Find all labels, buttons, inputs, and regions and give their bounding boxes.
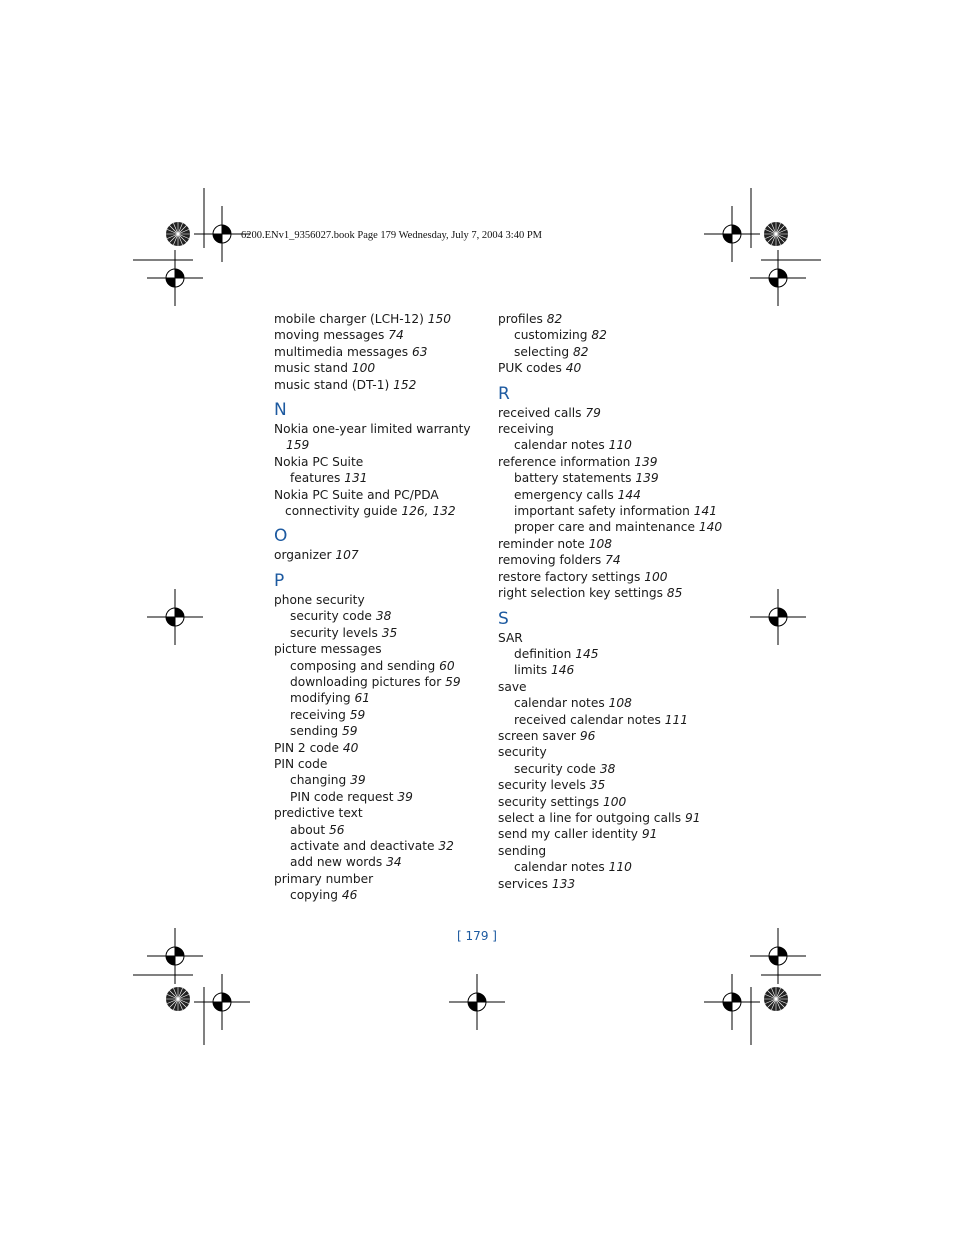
- index-page-ref: 39: [397, 789, 413, 804]
- index-page-ref: 108: [588, 536, 612, 551]
- index-entry: [498, 728, 728, 744]
- index-entry: [274, 789, 489, 805]
- index-entry: [274, 360, 489, 376]
- index-entry: [498, 662, 728, 678]
- index-page-ref: 61: [354, 691, 370, 706]
- index-entry: [274, 377, 489, 393]
- index-page-ref: 146: [551, 663, 575, 678]
- index-entry: [274, 854, 489, 870]
- index-term: received calls: [498, 405, 586, 420]
- index-term: phone security: [274, 592, 365, 607]
- index-page-ref: 35: [589, 778, 606, 793]
- index-entry: [274, 690, 489, 706]
- crosshair-icon: [750, 250, 806, 306]
- index-term: PIN code: [274, 756, 328, 771]
- index-term: removing folders: [498, 553, 606, 568]
- index-term: composing and sending: [290, 658, 440, 673]
- index-entry: [274, 772, 489, 788]
- index-entry: [498, 569, 728, 585]
- index-term: features: [290, 471, 345, 486]
- index-term: save: [498, 679, 527, 694]
- index-page-ref: 100: [603, 794, 627, 809]
- index-term: Nokia PC Suite: [274, 454, 364, 469]
- index-entry: [274, 625, 489, 641]
- index-entry: [498, 826, 728, 842]
- index-page-ref: 85: [666, 586, 683, 601]
- index-entry: [274, 887, 489, 903]
- index-page-ref: 38: [375, 609, 392, 624]
- index-entry: [274, 805, 489, 821]
- index-entry: [498, 344, 728, 360]
- index-term: received calendar notes: [514, 712, 665, 727]
- crosshair-icon: [704, 206, 760, 262]
- index-entry: [498, 810, 728, 826]
- index-entry: [498, 536, 728, 552]
- index-entry: [498, 712, 728, 728]
- star-target-icon: [166, 222, 190, 246]
- index-term: security levels: [290, 625, 382, 640]
- index-page-ref: 100: [351, 361, 376, 376]
- index-page-ref: 131: [344, 471, 368, 486]
- index-term: changing: [290, 773, 351, 788]
- index-section-letter: S: [498, 608, 509, 629]
- index-term: downloading pictures for: [290, 674, 446, 689]
- index-entry: [498, 585, 728, 601]
- index-term: activate and deactivate: [290, 838, 439, 853]
- index-page-ref: 100: [644, 569, 668, 584]
- index-term: select a line for outgoing calls: [498, 810, 685, 825]
- star-target-icon: [764, 987, 788, 1011]
- index-page-ref: 91: [684, 810, 701, 825]
- index-term: proper care and maintenance: [514, 520, 699, 535]
- index-page-ref: 38: [599, 761, 616, 776]
- index-term: copying: [290, 888, 342, 903]
- index-entry: [498, 859, 728, 875]
- index-entry: [274, 311, 489, 327]
- index-term: customizing: [514, 328, 592, 343]
- index-page-ref: 56: [329, 822, 345, 837]
- index-entry: [274, 437, 489, 453]
- index-entry: [498, 761, 728, 777]
- index-term: profiles: [498, 312, 547, 326]
- index-page-ref: 46: [341, 888, 358, 903]
- index-page-ref: 107: [335, 548, 359, 563]
- index-entry: [274, 822, 489, 838]
- star-target-icon: [166, 987, 190, 1011]
- index-column-left: [274, 311, 489, 904]
- index-entry: [498, 470, 728, 486]
- index-page-ref: 32: [438, 838, 454, 853]
- index-entry: [498, 360, 728, 376]
- index-page-ref: 108: [608, 696, 632, 711]
- index-entry: [274, 470, 489, 486]
- index-term: calendar notes: [514, 438, 609, 453]
- index-entry: [274, 608, 489, 624]
- index-page-ref: 60: [439, 658, 455, 673]
- index-term: PUK codes: [498, 361, 566, 376]
- index-page-ref: 35: [381, 625, 398, 640]
- print-header: 6200.ENv1_9356027.book Page 179 Wednesday, July 7, 2004 3:40 PM: [241, 230, 543, 241]
- index-page-ref: 140: [698, 520, 723, 535]
- index-term: Nokia PC Suite and PC/PDA: [274, 487, 439, 502]
- index-entry: [498, 405, 728, 421]
- index-entry: [498, 777, 728, 793]
- index-term: security code: [514, 761, 600, 776]
- index-entry: [498, 519, 728, 535]
- index-term: Nokia one-year limited warranty: [274, 422, 471, 437]
- index-term: music stand: [274, 361, 352, 376]
- index-entry: [274, 756, 489, 772]
- index-term: SAR: [498, 630, 523, 645]
- index-term: receiving: [290, 707, 350, 722]
- index-entry: [274, 871, 489, 887]
- index-entry: [274, 723, 489, 739]
- index-page-ref: 82: [546, 312, 563, 326]
- index-term: battery statements: [514, 471, 636, 486]
- crosshair-icon: [147, 250, 203, 306]
- crosshair-icon: [750, 589, 806, 645]
- index-term: send my caller identity: [498, 827, 642, 842]
- index-entry: [498, 646, 728, 662]
- index-term: services: [498, 876, 552, 891]
- index-term: reminder note: [498, 536, 589, 551]
- index-page-ref: 40: [565, 361, 582, 376]
- index-entry: [498, 552, 728, 568]
- index-entry: [498, 695, 728, 711]
- index-page-ref: 91: [641, 827, 658, 842]
- index-entry: [498, 843, 728, 859]
- index-section-letter: N: [274, 400, 287, 421]
- index-term: limits: [514, 663, 552, 678]
- index-section-letter: R: [498, 383, 510, 404]
- page-number: [ 179 ]: [457, 929, 497, 943]
- index-term: calendar notes: [514, 696, 609, 711]
- index-page-ref: 34: [386, 855, 402, 870]
- index-page-ref: 74: [605, 553, 621, 568]
- index-entry: [498, 630, 728, 646]
- index-entry: [498, 744, 728, 760]
- index-page-ref: 141: [693, 504, 718, 519]
- index-term: add new words: [290, 855, 387, 870]
- index-term: sending: [498, 843, 547, 858]
- index-term: security: [498, 745, 547, 760]
- index-section-letter: O: [274, 526, 288, 547]
- index-entry: [274, 547, 489, 563]
- index-page-ref: 63: [411, 344, 428, 359]
- crosshair-icon: [449, 974, 505, 1030]
- index-term: reference information: [498, 454, 635, 469]
- index-entry: [498, 327, 728, 343]
- index-page-ref: 82: [591, 328, 607, 343]
- index-entry: [274, 344, 489, 360]
- index-term: sending: [290, 724, 343, 739]
- index-page-ref: 74: [388, 328, 404, 343]
- index-page-ref: 59: [342, 724, 358, 739]
- index-entry: [274, 674, 489, 690]
- index-section-letter: P: [274, 570, 285, 591]
- index-term: important safety information: [514, 504, 694, 519]
- index-term: mobile charger (LCH-12): [274, 312, 428, 326]
- index-page-ref: 96: [579, 728, 596, 743]
- index-term: security settings: [498, 794, 604, 809]
- index-page-ref: 59: [445, 674, 461, 689]
- index-page-ref: 145: [575, 646, 599, 661]
- crosshair-icon: [194, 974, 250, 1030]
- index-page-ref: 150: [427, 312, 452, 326]
- index-term: security levels: [498, 778, 590, 793]
- index-term: security code: [290, 609, 376, 624]
- index-page-ref: 139: [635, 471, 659, 486]
- index-page-ref: 110: [608, 860, 632, 875]
- index-page-ref: 139: [634, 454, 658, 469]
- index-page-ref: 133: [551, 876, 576, 891]
- index-entry: [498, 421, 728, 437]
- index-column-right: [498, 311, 728, 892]
- index-entry: [274, 503, 489, 519]
- index-term: selecting: [514, 344, 573, 359]
- index-entry: [274, 740, 489, 756]
- index-entry: [274, 641, 489, 657]
- index-term: picture messages: [274, 642, 382, 657]
- index-entry: [274, 707, 489, 723]
- index-entry: [498, 679, 728, 695]
- index-term: right selection key settings: [498, 586, 667, 601]
- index-page-ref: 152: [393, 377, 417, 392]
- crosshair-icon: [704, 974, 760, 1030]
- index-entry: [274, 658, 489, 674]
- index-term: PIN 2 code: [274, 740, 343, 755]
- index-entry: [498, 503, 728, 519]
- index-term: about: [290, 822, 330, 837]
- index-term: multimedia messages: [274, 344, 412, 359]
- index-term: primary number: [274, 871, 374, 886]
- index-term: organizer: [274, 548, 336, 563]
- index-page-ref: 144: [617, 487, 641, 502]
- index-page-ref: 159: [286, 438, 310, 453]
- index-term: PIN code request: [290, 789, 398, 804]
- index-term: moving messages: [274, 328, 389, 343]
- index-entry: [498, 794, 728, 810]
- index-entry: [498, 311, 728, 327]
- index-page-ref: 126, 132: [401, 504, 456, 519]
- index-term: definition: [514, 646, 576, 661]
- index-term: predictive text: [274, 806, 363, 821]
- index-page-ref: 40: [342, 740, 359, 755]
- index-page-ref: 39: [350, 773, 366, 788]
- index-entry: [274, 327, 489, 343]
- crosshair-icon: [147, 589, 203, 645]
- index-entry: [274, 592, 489, 608]
- index-entry: [498, 487, 728, 503]
- index-entry: [274, 838, 489, 854]
- index-entry: [498, 454, 728, 470]
- index-term: modifying: [290, 691, 355, 706]
- index-page-ref: 59: [349, 707, 366, 722]
- index-entry: [274, 421, 489, 437]
- index-term: music stand (DT-1): [274, 377, 394, 392]
- index-term: calendar notes: [514, 860, 609, 875]
- index-entry: [498, 876, 728, 892]
- index-term: emergency calls: [514, 487, 618, 502]
- index-entry: [274, 454, 489, 470]
- index-page-ref: 111: [664, 712, 688, 727]
- index-term: connectivity guide: [285, 504, 402, 519]
- index-page-ref: 79: [585, 405, 601, 420]
- index-entry: [498, 437, 728, 453]
- index-page-ref: 110: [608, 438, 632, 453]
- index-term: restore factory settings: [498, 569, 645, 584]
- star-target-icon: [764, 222, 788, 246]
- index-entry: [274, 487, 489, 503]
- index-page-ref: 82: [572, 344, 589, 359]
- index-term: receiving: [498, 422, 554, 437]
- index-term: screen saver: [498, 728, 580, 743]
